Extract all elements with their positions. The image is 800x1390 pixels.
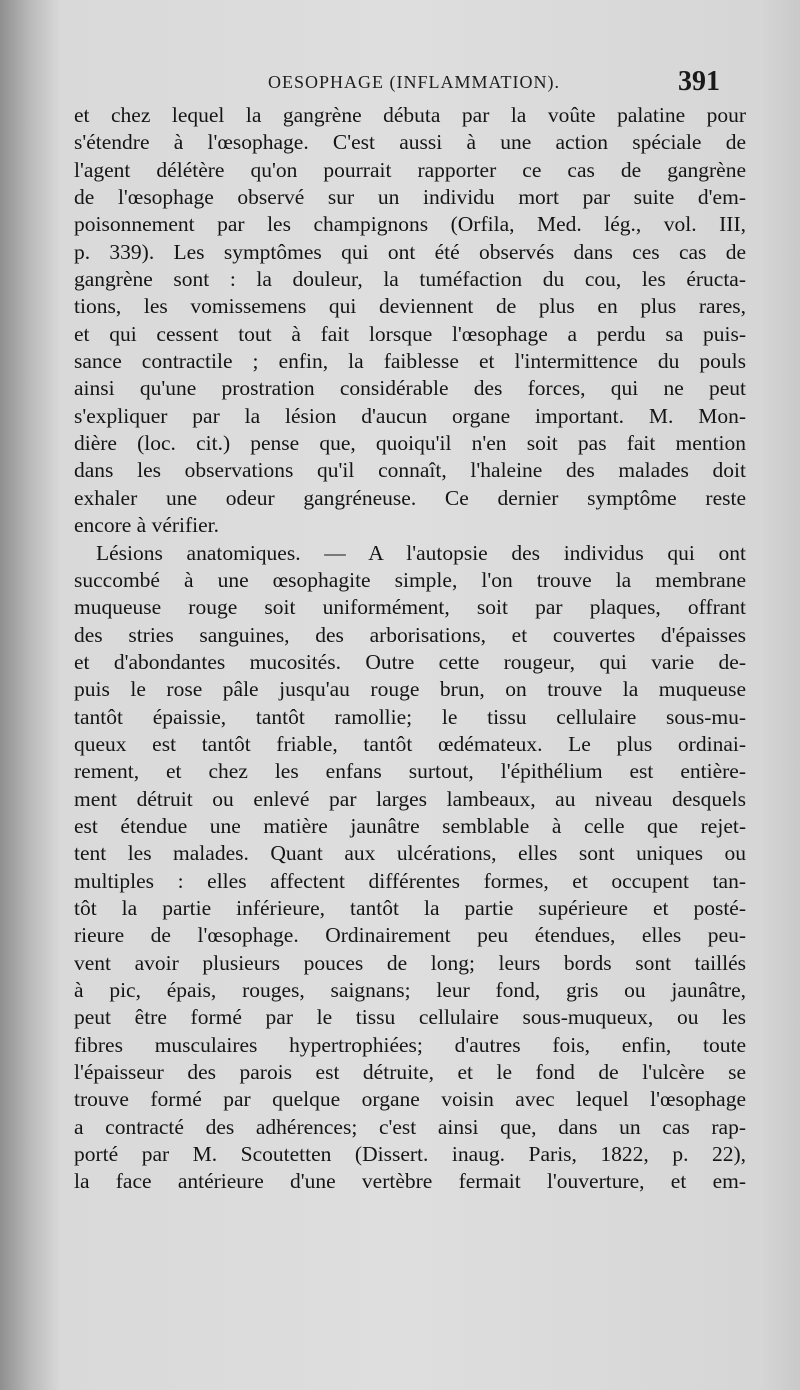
- text-line: dière (loc. cit.) pense que, quoiqu'il n'en soit pas fait mention: [74, 431, 746, 456]
- text-line: trouve formé par quelque organe voisin avec lequel l'œsophage: [74, 1087, 746, 1112]
- body-text: [74, 102, 746, 1196]
- text-line: ainsi qu'une prostration considérable des forces, qui ne peut: [74, 376, 746, 401]
- text-line: muqueuse rouge soit uniformément, soit par plaques, offrant: [74, 595, 746, 620]
- text-line: tôt la partie inférieure, tantôt la partie supérieure et posté-: [74, 895, 746, 920]
- text-line: p. 339). Les symptômes qui ont été observés dans ces cas de: [74, 239, 746, 264]
- text-line: multiples : elles affectent différentes formes, et occupent tan-: [74, 868, 746, 893]
- text-line: vent avoir plusieurs pouces de long; leurs bords sont taillés: [74, 950, 746, 975]
- text-line: rement, et chez les enfans surtout, l'épithélium est entière-: [74, 759, 746, 784]
- text-line: la face antérieure d'une vertèbre fermait l'ouverture, et em-: [74, 1169, 746, 1194]
- text-line: des stries sanguines, des arborisations, et couvertes d'épaisses: [74, 622, 746, 647]
- text-line: et qui cessent tout à fait lorsque l'œsophage a perdu sa puis-: [74, 321, 746, 346]
- page-number: 391: [678, 66, 720, 97]
- text-line: tantôt épaissie, tantôt ramollie; le tissu cellulaire sous-mu-: [74, 704, 746, 729]
- text-line: porté par M. Scoutetten (Dissert. inaug. Paris, 1822, p. 22),: [74, 1142, 746, 1167]
- text-line: est étendue une matière jaunâtre semblable à celle que rejet-: [74, 813, 746, 838]
- text-line: dans les observations qu'il connaît, l'haleine des malades doit: [74, 458, 746, 483]
- text-line: poisonnement par les champignons (Orfila, Med. lég., vol. III,: [74, 212, 746, 237]
- text-line: Lésions anatomiques. — A l'autopsie des individus qui ont: [96, 540, 746, 565]
- text-line: encore à vérifier.: [74, 513, 220, 538]
- text-line: tent les malades. Quant aux ulcérations, elles sont uniques ou: [74, 841, 746, 866]
- text-line: a contracté des adhérences; c'est ainsi que, dans un cas rap-: [74, 1114, 746, 1139]
- text-line: s'étendre à l'œsophage. C'est aussi à une action spéciale de: [74, 130, 746, 155]
- text-line: rieure de l'œsophage. Ordinairement peu étendues, elles peu-: [74, 923, 746, 948]
- text-line: ment détruit ou enlevé par larges lambeaux, au niveau desquels: [74, 786, 746, 811]
- text-line: gangrène sont : la douleur, la tuméfaction du cou, les éructa-: [74, 267, 746, 292]
- text-line: peut être formé par le tissu cellulaire sous-muqueux, ou les: [74, 1005, 746, 1030]
- text-line: sance contractile ; enfin, la faiblesse et l'intermittence du pouls: [74, 349, 746, 374]
- text-line: l'agent délétère qu'on pourrait rapporter ce cas de gangrène: [74, 157, 746, 182]
- running-head: OESOPHAGE (INFLAMMATION).: [268, 72, 560, 92]
- text-line: succombé à une œsophagite simple, l'on trouve la membrane: [74, 567, 746, 592]
- text-line: tions, les vomissemens qui deviennent de plus en plus rares,: [74, 294, 746, 319]
- text-line: et chez lequel la gangrène débuta par la voûte palatine pour: [74, 103, 746, 127]
- text-line: puis le rose pâle jusqu'au rouge brun, on trouve la muqueuse: [74, 677, 746, 702]
- text-line: l'épaisseur des parois est détruite, et le fond de l'ulcère se: [74, 1060, 746, 1085]
- text-line: queux est tantôt friable, tantôt œdémateux. Le plus ordinai-: [74, 731, 746, 756]
- text-line: de l'œsophage observé sur un individu mort par suite d'em-: [74, 185, 746, 210]
- page-header: [0, 66, 800, 106]
- text-line: exhaler une odeur gangréneuse. Ce dernier symptôme reste: [74, 485, 746, 510]
- text-line: à pic, épais, rouges, saignans; leur fond, gris ou jaunâtre,: [74, 978, 746, 1002]
- text-line: fibres musculaires hypertrophiées; d'autres fois, enfin, toute: [74, 1032, 746, 1057]
- text-line: s'expliquer par la lésion d'aucun organe important. M. Mon-: [74, 403, 746, 428]
- text-line: et d'abondantes mucosités. Outre cette rougeur, qui varie de-: [74, 649, 746, 674]
